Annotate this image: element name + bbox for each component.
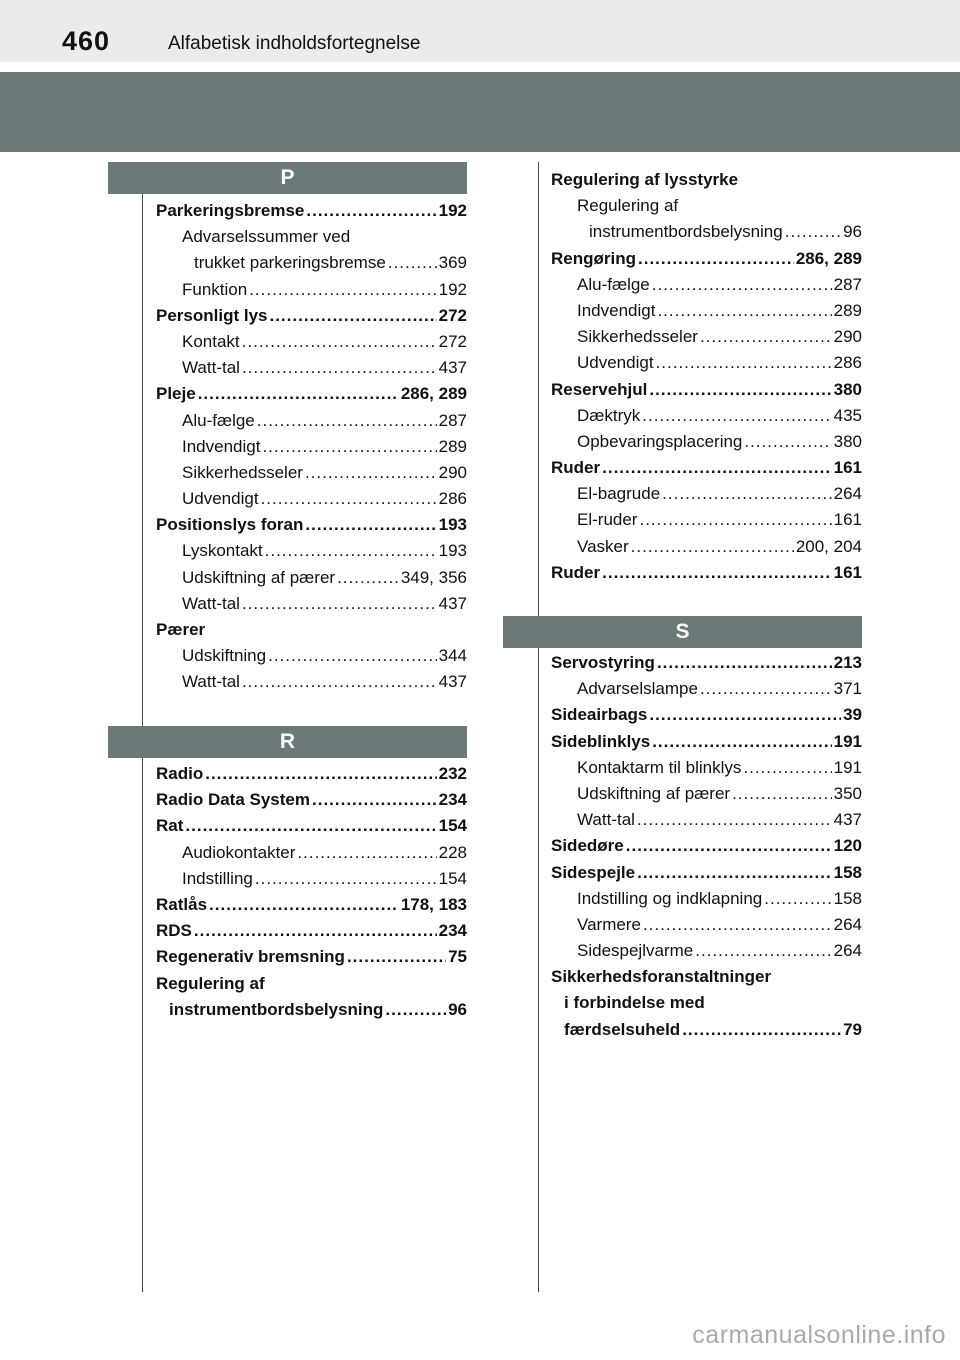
dot-leader xyxy=(265,538,437,564)
index-entry xyxy=(551,455,862,481)
entry-label: Rat xyxy=(156,816,184,836)
entry-page-ref: 264 xyxy=(833,484,862,504)
dot-leader xyxy=(205,761,436,787)
entry-page-ref: 158 xyxy=(833,888,862,908)
dot-leader xyxy=(312,787,437,813)
entry-label: El-bagrude xyxy=(577,484,661,504)
entry-page-ref: 96 xyxy=(843,222,862,242)
entry-page-ref: 234 xyxy=(438,921,467,941)
entry-label: Regenerativ bremsning xyxy=(156,947,345,967)
entry-page-ref: 435 xyxy=(833,405,862,425)
entry-page-ref: 286, 289 xyxy=(400,384,467,404)
entry-page-ref: 213 xyxy=(833,653,862,672)
entry-label: Rengøring xyxy=(551,248,636,268)
dot-leader xyxy=(657,298,831,324)
dot-leader xyxy=(764,886,831,912)
dot-leader xyxy=(255,866,437,892)
index-entry xyxy=(551,833,862,859)
index-list-s xyxy=(551,650,862,1043)
dot-leader xyxy=(198,381,399,407)
entry-page-ref: 437 xyxy=(438,593,467,613)
dot-leader xyxy=(643,912,832,938)
entry-label: instrumentbordsbelysning xyxy=(589,222,783,242)
entry-page-ref: 287 xyxy=(833,274,862,294)
dot-leader xyxy=(602,455,832,481)
index-entry xyxy=(551,860,862,886)
dot-leader xyxy=(305,512,436,538)
index-entry xyxy=(551,938,862,964)
entry-page-ref: 286 xyxy=(438,489,467,509)
index-entry xyxy=(551,403,862,429)
entry-page-ref: 161 xyxy=(833,562,862,582)
entry-page-ref: 234 xyxy=(438,790,467,810)
entry-label: Udvendigt xyxy=(182,489,259,509)
dot-leader xyxy=(700,324,832,350)
dot-leader xyxy=(785,219,841,245)
entry-page-ref: 287 xyxy=(438,410,467,430)
entry-label: Lyskontakt xyxy=(182,541,263,561)
index-entry xyxy=(551,1017,862,1043)
entry-label: Sidedøre xyxy=(551,836,624,856)
index-entry xyxy=(551,560,862,586)
entry-page-ref: 192 xyxy=(438,201,467,220)
entry-page-ref: 193 xyxy=(438,541,467,561)
dot-leader xyxy=(297,840,436,866)
index-entry xyxy=(551,298,862,324)
entry-page-ref: 193 xyxy=(438,515,467,535)
watermark: carmanualsonline.info xyxy=(692,1321,946,1349)
dot-leader xyxy=(652,729,831,755)
dot-leader xyxy=(194,918,437,944)
index-entry xyxy=(156,250,467,276)
entry-label: Regulering af xyxy=(156,973,265,993)
index-entry xyxy=(551,193,862,219)
entry-label: Udvendigt xyxy=(577,353,654,373)
index-list-p xyxy=(156,198,467,696)
dot-leader xyxy=(649,377,831,403)
index-entry xyxy=(156,434,467,460)
index-entry xyxy=(156,866,467,892)
dot-leader xyxy=(637,807,832,833)
dot-leader xyxy=(242,355,437,381)
index-entry xyxy=(551,807,862,833)
dot-leader xyxy=(337,565,399,591)
entry-label: Reservehjul xyxy=(551,379,648,399)
dot-leader xyxy=(631,534,794,560)
entry-label: Regulering af lysstyrke xyxy=(551,170,739,189)
page-header xyxy=(0,0,960,62)
index-entry xyxy=(156,591,467,617)
index-entry xyxy=(551,246,862,272)
entry-page-ref: 380 xyxy=(833,431,862,451)
entry-page-ref: 264 xyxy=(833,941,862,961)
entry-label: Sidespejle xyxy=(551,862,636,882)
entry-label: Watt-tal xyxy=(182,593,240,613)
entry-page-ref: 228 xyxy=(438,842,467,862)
entry-page-ref: 272 xyxy=(438,305,467,325)
index-entry xyxy=(156,997,467,1023)
entry-label: Indvendigt xyxy=(182,436,261,456)
entry-page-ref: 161 xyxy=(833,458,862,478)
entry-label: Ruder xyxy=(551,458,601,478)
dot-leader xyxy=(682,1017,841,1043)
dot-leader xyxy=(652,272,832,298)
entry-page-ref: 289 xyxy=(833,300,862,320)
index-list-r-right xyxy=(551,167,862,586)
dot-leader xyxy=(257,408,437,434)
dot-leader xyxy=(700,676,832,702)
dot-leader xyxy=(388,250,437,276)
index-entry xyxy=(551,676,862,702)
entry-label: Alu-fælge xyxy=(577,274,650,294)
dot-leader xyxy=(261,486,437,512)
index-entry xyxy=(551,272,862,298)
entry-page-ref: 290 xyxy=(833,327,862,347)
section-header-s xyxy=(503,616,862,648)
entry-label: Watt-tal xyxy=(577,810,635,830)
entry-label: Ratlås xyxy=(156,894,208,914)
entry-label: Sideblinklys xyxy=(551,731,651,751)
index-entry xyxy=(551,534,862,560)
dot-leader xyxy=(695,938,831,964)
entry-label: Sideairbags xyxy=(551,705,648,725)
dot-leader xyxy=(242,591,437,617)
entry-label: Positionslys foran xyxy=(156,515,304,535)
section-letter: P xyxy=(280,166,295,189)
index-entry xyxy=(156,486,467,512)
index-entry xyxy=(156,617,467,643)
entry-label: Indstilling og indklapning xyxy=(577,888,763,908)
entry-page-ref: 371 xyxy=(833,679,862,699)
entry-page-ref: 289 xyxy=(438,436,467,456)
entry-label: Kontaktarm til blinklys xyxy=(577,757,742,777)
entry-page-ref: 79 xyxy=(843,1019,862,1039)
entry-page-ref: 286 xyxy=(833,353,862,373)
entry-label: Dæktryk xyxy=(577,405,641,425)
index-entry xyxy=(156,787,467,813)
entry-label: Radio Data System xyxy=(156,790,310,810)
entry-label: Advarselssummer ved xyxy=(182,227,351,247)
entry-label: Pleje xyxy=(156,384,196,404)
index-entry xyxy=(156,512,467,538)
dot-leader xyxy=(249,277,436,303)
index-entry xyxy=(551,964,862,990)
entry-label: Pærer xyxy=(156,620,206,639)
entry-page-ref: 96 xyxy=(448,999,467,1019)
entry-label: Alu-fælge xyxy=(182,410,255,430)
entry-page-ref: 178, 183 xyxy=(400,894,467,914)
entry-page-ref: 349, 356 xyxy=(400,567,467,587)
entry-page-ref: 344 xyxy=(438,646,467,666)
entry-page-ref: 200, 204 xyxy=(795,536,862,556)
entry-page-ref: 264 xyxy=(833,914,862,934)
dot-leader xyxy=(209,892,399,918)
index-entry xyxy=(551,429,862,455)
index-entry xyxy=(551,886,862,912)
entry-label: Funktion xyxy=(182,279,248,299)
entry-label: Personligt lys xyxy=(156,305,268,325)
entry-page-ref: 286, 289 xyxy=(795,248,862,268)
index-entry xyxy=(156,840,467,866)
index-entry xyxy=(551,755,862,781)
column-rule-left-lower xyxy=(142,294,143,1292)
index-entry xyxy=(156,761,467,787)
column-rule-left xyxy=(142,194,143,294)
dot-leader xyxy=(242,669,437,695)
entry-label: Sikkerhedsforanstaltninger xyxy=(551,967,772,987)
index-entry xyxy=(156,355,467,381)
entry-label: Udskiftning af pærer xyxy=(182,567,336,587)
entry-label: Opbevaringsplacering xyxy=(577,431,743,451)
entry-label: El-ruder xyxy=(577,510,638,530)
section-letter: S xyxy=(675,620,690,643)
section-header-r xyxy=(108,726,467,758)
entry-page-ref: 161 xyxy=(833,510,862,530)
entry-label: Ruder xyxy=(551,562,601,582)
dot-leader xyxy=(385,997,446,1023)
entry-page-ref: 191 xyxy=(833,731,862,751)
entry-label: Udskiftning af pærer xyxy=(577,783,731,803)
dot-leader xyxy=(347,944,446,970)
section-banner xyxy=(0,72,960,152)
dot-leader xyxy=(657,650,832,676)
index-entry xyxy=(156,303,467,329)
entry-page-ref: 75 xyxy=(448,947,467,967)
dot-leader xyxy=(185,813,436,839)
entry-page-ref: 158 xyxy=(833,862,862,882)
index-entry xyxy=(551,350,862,376)
dot-leader xyxy=(626,833,832,859)
entry-label: Vasker xyxy=(577,536,629,556)
entry-label: færdselsuheld xyxy=(564,1019,681,1039)
dot-leader xyxy=(744,429,831,455)
entry-label: Udskiftning xyxy=(182,646,267,666)
index-entry xyxy=(156,460,467,486)
dot-leader xyxy=(732,781,832,807)
entry-label: Watt-tal xyxy=(182,672,240,692)
entry-label: Sikkerhedsseler xyxy=(577,327,698,347)
entry-page-ref: 39 xyxy=(843,705,862,725)
entry-label: Radio xyxy=(156,764,204,783)
index-entry xyxy=(551,650,862,676)
index-list-r-left xyxy=(156,761,467,1023)
index-entry xyxy=(156,277,467,303)
dot-leader xyxy=(656,350,832,376)
index-entry xyxy=(156,224,467,250)
entry-page-ref: 350 xyxy=(833,783,862,803)
entry-label: Audiokontakter xyxy=(182,842,296,862)
dot-leader xyxy=(637,860,832,886)
page-title: Alfabetisk indholdsfortegnelse xyxy=(168,33,421,54)
index-entry xyxy=(551,729,862,755)
entry-page-ref: 437 xyxy=(833,810,862,830)
entry-label: Sikkerhedsseler xyxy=(182,462,303,482)
dot-leader xyxy=(743,755,831,781)
index-entry xyxy=(156,198,467,224)
entry-label: Parkeringsbremse xyxy=(156,201,305,220)
entry-label: Indstilling xyxy=(182,868,253,888)
index-entry xyxy=(551,702,862,728)
entry-label: Varmere xyxy=(577,914,641,934)
index-entry xyxy=(156,892,467,918)
index-entry xyxy=(156,971,467,997)
entry-label: trukket parkeringsbremse xyxy=(194,253,386,273)
entry-page-ref: 290 xyxy=(438,462,467,482)
dot-leader xyxy=(242,329,437,355)
section-letter: R xyxy=(279,730,296,753)
index-entry xyxy=(156,669,467,695)
entry-label: Watt-tal xyxy=(182,358,240,378)
dot-leader xyxy=(642,403,831,429)
index-entry xyxy=(551,912,862,938)
entry-page-ref: 380 xyxy=(833,379,862,399)
column-rule-right xyxy=(538,162,539,1292)
entry-label: Regulering af xyxy=(577,196,679,216)
entry-label: RDS xyxy=(156,921,192,941)
dot-leader xyxy=(268,643,437,669)
index-entry xyxy=(156,381,467,407)
dot-leader xyxy=(662,481,831,507)
index-entry xyxy=(551,781,862,807)
page-number: 460 xyxy=(62,26,111,56)
entry-page-ref: 191 xyxy=(833,757,862,777)
entry-label: instrumentbordsbelysning xyxy=(169,999,384,1019)
dot-leader xyxy=(602,560,832,586)
entry-label: Kontakt xyxy=(182,331,240,351)
entry-page-ref: 120 xyxy=(833,836,862,856)
entry-page-ref: 154 xyxy=(438,868,467,888)
index-entry xyxy=(551,507,862,533)
entry-label: i forbindelse med xyxy=(564,993,705,1013)
index-entry xyxy=(156,565,467,591)
index-entry xyxy=(156,538,467,564)
dot-leader xyxy=(305,460,437,486)
index-entry xyxy=(156,643,467,669)
entry-label: Advarselslampe xyxy=(577,679,698,699)
dot-leader xyxy=(262,434,436,460)
index-entry xyxy=(156,329,467,355)
entry-page-ref: 272 xyxy=(438,331,467,351)
dot-leader xyxy=(306,198,436,224)
dot-leader xyxy=(269,303,436,329)
index-entry xyxy=(156,944,467,970)
entry-page-ref: 154 xyxy=(438,816,467,836)
index-entry xyxy=(551,324,862,350)
index-entry xyxy=(551,219,862,245)
entry-page-ref: 369 xyxy=(438,253,467,273)
entry-label: Servostyring xyxy=(551,653,655,672)
entry-page-ref: 437 xyxy=(438,672,467,692)
index-entry xyxy=(156,813,467,839)
dot-leader xyxy=(639,507,831,533)
entry-page-ref: 232 xyxy=(438,764,467,783)
dot-leader xyxy=(638,246,794,272)
dot-leader xyxy=(649,702,841,728)
entry-label: Indvendigt xyxy=(577,300,656,320)
index-entry xyxy=(551,990,862,1016)
entry-page-ref: 437 xyxy=(438,358,467,378)
index-entry xyxy=(551,167,862,193)
index-entry xyxy=(156,408,467,434)
entry-page-ref: 192 xyxy=(438,279,467,299)
index-entry xyxy=(156,918,467,944)
entry-label: Sidespejlvarme xyxy=(577,941,694,961)
index-entry xyxy=(551,377,862,403)
section-header-p xyxy=(108,162,467,194)
index-entry xyxy=(551,481,862,507)
